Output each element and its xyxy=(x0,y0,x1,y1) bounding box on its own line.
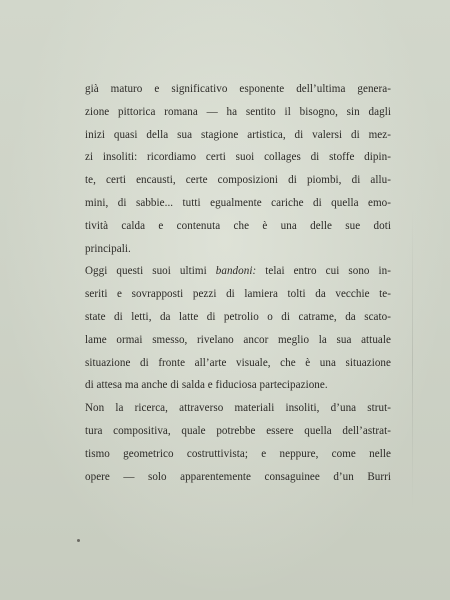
text-line: tismo geometrico costruttivista; e neppure, come nelle xyxy=(85,447,391,460)
text-line: di attesa ma anche di salda e fiduciosa partecipazione. xyxy=(85,379,328,392)
body-text xyxy=(85,78,391,488)
text-line: opere — solo apparentemente consaguinee d’un Burri xyxy=(85,470,391,483)
text-fragment: Oggi questi suoi ultimi xyxy=(85,265,216,278)
text-line: inizi quasi della sua stagione artistica, di valersi di mez- xyxy=(85,128,391,141)
text-line: zi insoliti: ricordiamo certi suoi collages di stoffe dipin- xyxy=(85,151,391,164)
text-line-with-italic xyxy=(85,260,391,283)
text-fragment: telai entro cui sono in- xyxy=(256,265,392,278)
text-line: te, certi encausti, certe composizioni di piombi, di allu- xyxy=(85,174,391,187)
paper-crease xyxy=(412,210,413,510)
text-line: mini, di sabbie... tutti egualmente cariche di quella emo- xyxy=(85,196,391,209)
paper-speck xyxy=(77,539,80,542)
text-line: lame ormai smesso, rivelano ancor meglio la sua attuale xyxy=(85,333,391,346)
text-line: zione pittorica romana — ha sentito il bisogno, sin dagli xyxy=(85,105,391,118)
text-line: tura compositiva, quale potrebbe essere quella dell’astrat- xyxy=(85,424,391,437)
text-line: già maturo e significativo esponente dell’ultima genera- xyxy=(85,83,391,95)
text-line: tività calda e contenuta che è una delle sue doti xyxy=(85,219,391,232)
italic-term-bandoni: bandoni: xyxy=(215,265,257,278)
text-line: state di letti, da latte di petrolio o di catrame, da scato- xyxy=(85,310,391,323)
text-line: principali. xyxy=(85,242,131,255)
text-line: Non la ricerca, attraverso materiali insoliti, d’una strut- xyxy=(85,402,391,415)
text-line: situazione di fronte all’arte visuale, che è una situazione xyxy=(85,356,391,369)
text-line: seriti e sovrapposti pezzi di lamiera tolti da vecchie te- xyxy=(85,288,391,301)
